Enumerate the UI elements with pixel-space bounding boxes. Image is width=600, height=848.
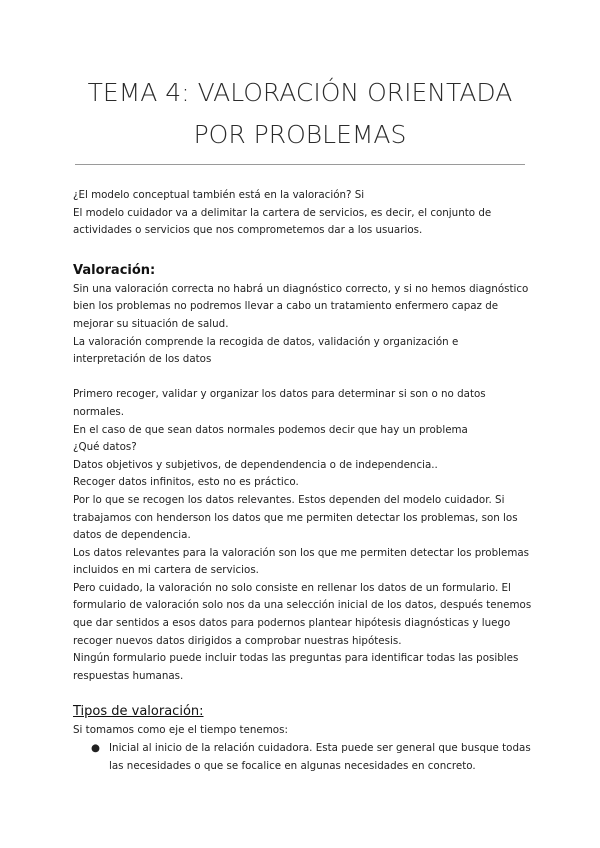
bullet-icon: ● <box>91 742 100 755</box>
valoracion-line: Ningún formulario puede incluir todas las preguntas para identificar todas las posibles respuestas humanas. <box>73 652 519 682</box>
valoracion-line: ¿Qué datos? <box>73 441 137 454</box>
valoracion-line: Datos objetivos y subjetivos, de dependendencia o de independencia.. <box>73 458 438 471</box>
valoracion-line: Los datos relevantes para la valoración son los que me permiten detectar los problemas incluidos en mi cartera de servicios. <box>73 546 530 577</box>
valoracion-line: Primero recoger, validar y organizar los datos para determinar si son o no datos normales. <box>73 388 486 418</box>
valoracion-line: Pero cuidado, la valoración no solo consiste en rellenar los datos de un formulario. El formulario de valoración solo nos da una selección inicial de los datos, después tenemos que dar sentidos a esos datos para podernos plantear hipótesis diagnósticas y luego recoger nuevos datos dirigidos a comprobar nuestras hipótesis. <box>73 581 532 647</box>
title-line-2: POR PROBLEMAS <box>193 120 407 149</box>
list-item <box>91 740 533 775</box>
tipos-intro: Si tomamos como eje el tiempo tenemos: <box>73 724 288 737</box>
document-title <box>40 72 560 156</box>
intro-question: ¿El modelo conceptual también está en la valoración? Si <box>73 189 365 201</box>
valoracion-line: En el caso de que sean datos normales podemos decir que hay un problema <box>73 423 468 436</box>
title-line-1: TEMA 4: VALORACIÓN ORIENTADA <box>87 78 513 107</box>
section-heading-valoracion: Valoración: <box>73 262 156 278</box>
tipos-list <box>73 740 533 775</box>
valoracion-paragraph-2: La valoración comprende la recogida de datos, validación y organización e interpretación de los datos <box>73 335 459 366</box>
valoracion-line: Por lo que se recogen los datos relevantes. Estos dependen del modelo cuidador. Si trabajamos con henderson los datos que me permiten detectar los problemas, son los datos de dependencia. <box>73 493 518 542</box>
intro-paragraph: El modelo cuidador va a delimitar la cartera de servicios, es decir, el conjunto de actividades o servicios que nos comprometemos dar a los usuarios. <box>73 206 492 237</box>
document-body <box>73 187 533 775</box>
valoracion-paragraph-1: Sin una valoración correcta no habrá un diagnóstico correcto, y si no hemos diagnóstico bien los problemas no podremos llevar a cabo un tratamiento enfermero capaz de mejorar su situación de salud. <box>73 282 529 330</box>
section-heading-tipos: Tipos de valoración: <box>73 704 204 720</box>
valoracion-line: Recoger datos infinitos, esto no es práctico. <box>73 476 299 489</box>
list-item-text: Inicial al inicio de la relación cuidadora. Esta puede ser general que busque todas las necesidades o que se focalice en algunas necesidades en concreto. <box>109 742 531 772</box>
title-divider <box>75 164 525 165</box>
